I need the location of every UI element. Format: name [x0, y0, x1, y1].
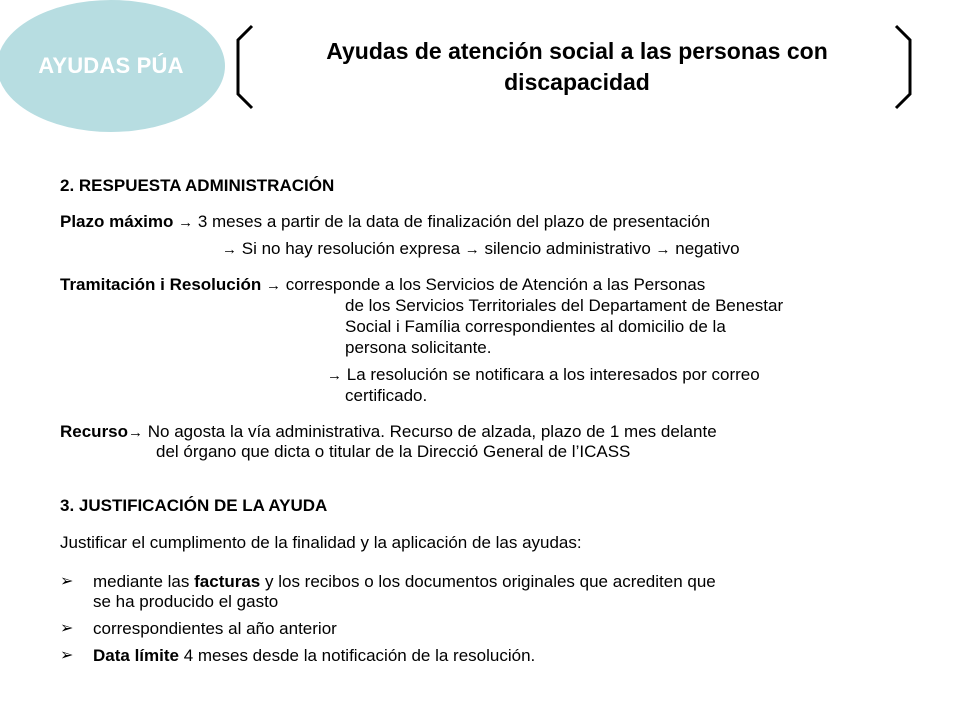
bullet-arrow-icon: ➢ [60, 573, 74, 590]
arrow-icon: → [128, 424, 144, 441]
arrow-icon: → [265, 277, 281, 294]
plazo-sub-row [222, 239, 740, 260]
bullet-1-pre: mediante las [93, 572, 195, 591]
ayudas-pua-badge [0, 0, 225, 132]
arrow-icon: → [178, 214, 194, 231]
page-title [262, 36, 892, 98]
plazo-row [60, 212, 710, 233]
bullet-arrow-icon: ➢ [60, 647, 74, 664]
recurso-line-1: No agosta la vía administrativa. Recurso de alzada, plazo de 1 mes delante [147, 422, 717, 441]
badge-label: AYUDAS PÚA [38, 53, 184, 78]
bullet-1-post: y los recibos o los documentos originales que acrediten que [260, 572, 716, 591]
arrow-icon: → [327, 367, 342, 384]
title-line-2: discapacidad [504, 69, 650, 95]
bullet-2: correspondientes al año anterior [93, 619, 337, 638]
tramitacion-line-3: Social i Família correspondientes al domicilio de la [345, 317, 726, 336]
bullet-3 [93, 646, 535, 666]
plazo-sub-b: silencio administrativo [484, 239, 651, 258]
justificacion-heading: 3. JUSTIFICACIÓN DE LA AYUDA [60, 496, 328, 515]
tramitacion-line-2: de los Servicios Territoriales del Departament de Benestar [345, 296, 784, 315]
bullet-3-bold: Data límite [93, 646, 179, 665]
justificacion-intro: Justificar el cumplimento de la finalidad y la aplicación de las ayudas: [60, 533, 582, 552]
resolucion-line-1: La resolución se notificara a los interesados por correo [346, 365, 760, 384]
title-line-1: Ayudas de atención social a las personas con [326, 38, 828, 64]
right-bracket-icon [896, 26, 910, 108]
resolucion-line-2: certificado. [345, 386, 428, 405]
arrow-icon: → [464, 241, 480, 258]
tramitacion-line-1: corresponde a los Servicios de Atención a las Personas [285, 275, 706, 294]
plazo-sub-c: negativo [675, 239, 740, 258]
bullet-3-post: 4 meses desde la notificación de la resolución. [178, 646, 536, 665]
recurso-line-2: del órgano que dicta o titular de la Direcció General de l’ICASS [156, 442, 631, 461]
respuesta-heading: 2. RESPUESTA ADMINISTRACIÓN [60, 176, 335, 195]
recurso-row [60, 422, 717, 443]
plazo-sub-a: Si no hay resolución expresa [241, 239, 461, 258]
plazo-label: Plazo máximo [60, 212, 174, 231]
tramitacion-label: Tramitación i Resolución [60, 275, 262, 294]
left-bracket-icon [238, 26, 252, 108]
plazo-text: 3 meses a partir de la data de finalización del plazo de presentación [197, 212, 711, 231]
resolucion-row [327, 365, 760, 386]
tramitacion-row [60, 275, 705, 296]
bullet-arrow-icon: ➢ [60, 620, 74, 637]
tramitacion-line-4: persona solicitante. [345, 338, 492, 357]
bullet-1-bold: facturas [194, 572, 261, 591]
arrow-icon: → [655, 241, 671, 258]
arrow-icon: → [222, 241, 237, 258]
bullet-1 [93, 572, 716, 592]
bullet-1-line-2: se ha producido el gasto [93, 592, 279, 611]
recurso-label: Recurso [60, 422, 129, 441]
